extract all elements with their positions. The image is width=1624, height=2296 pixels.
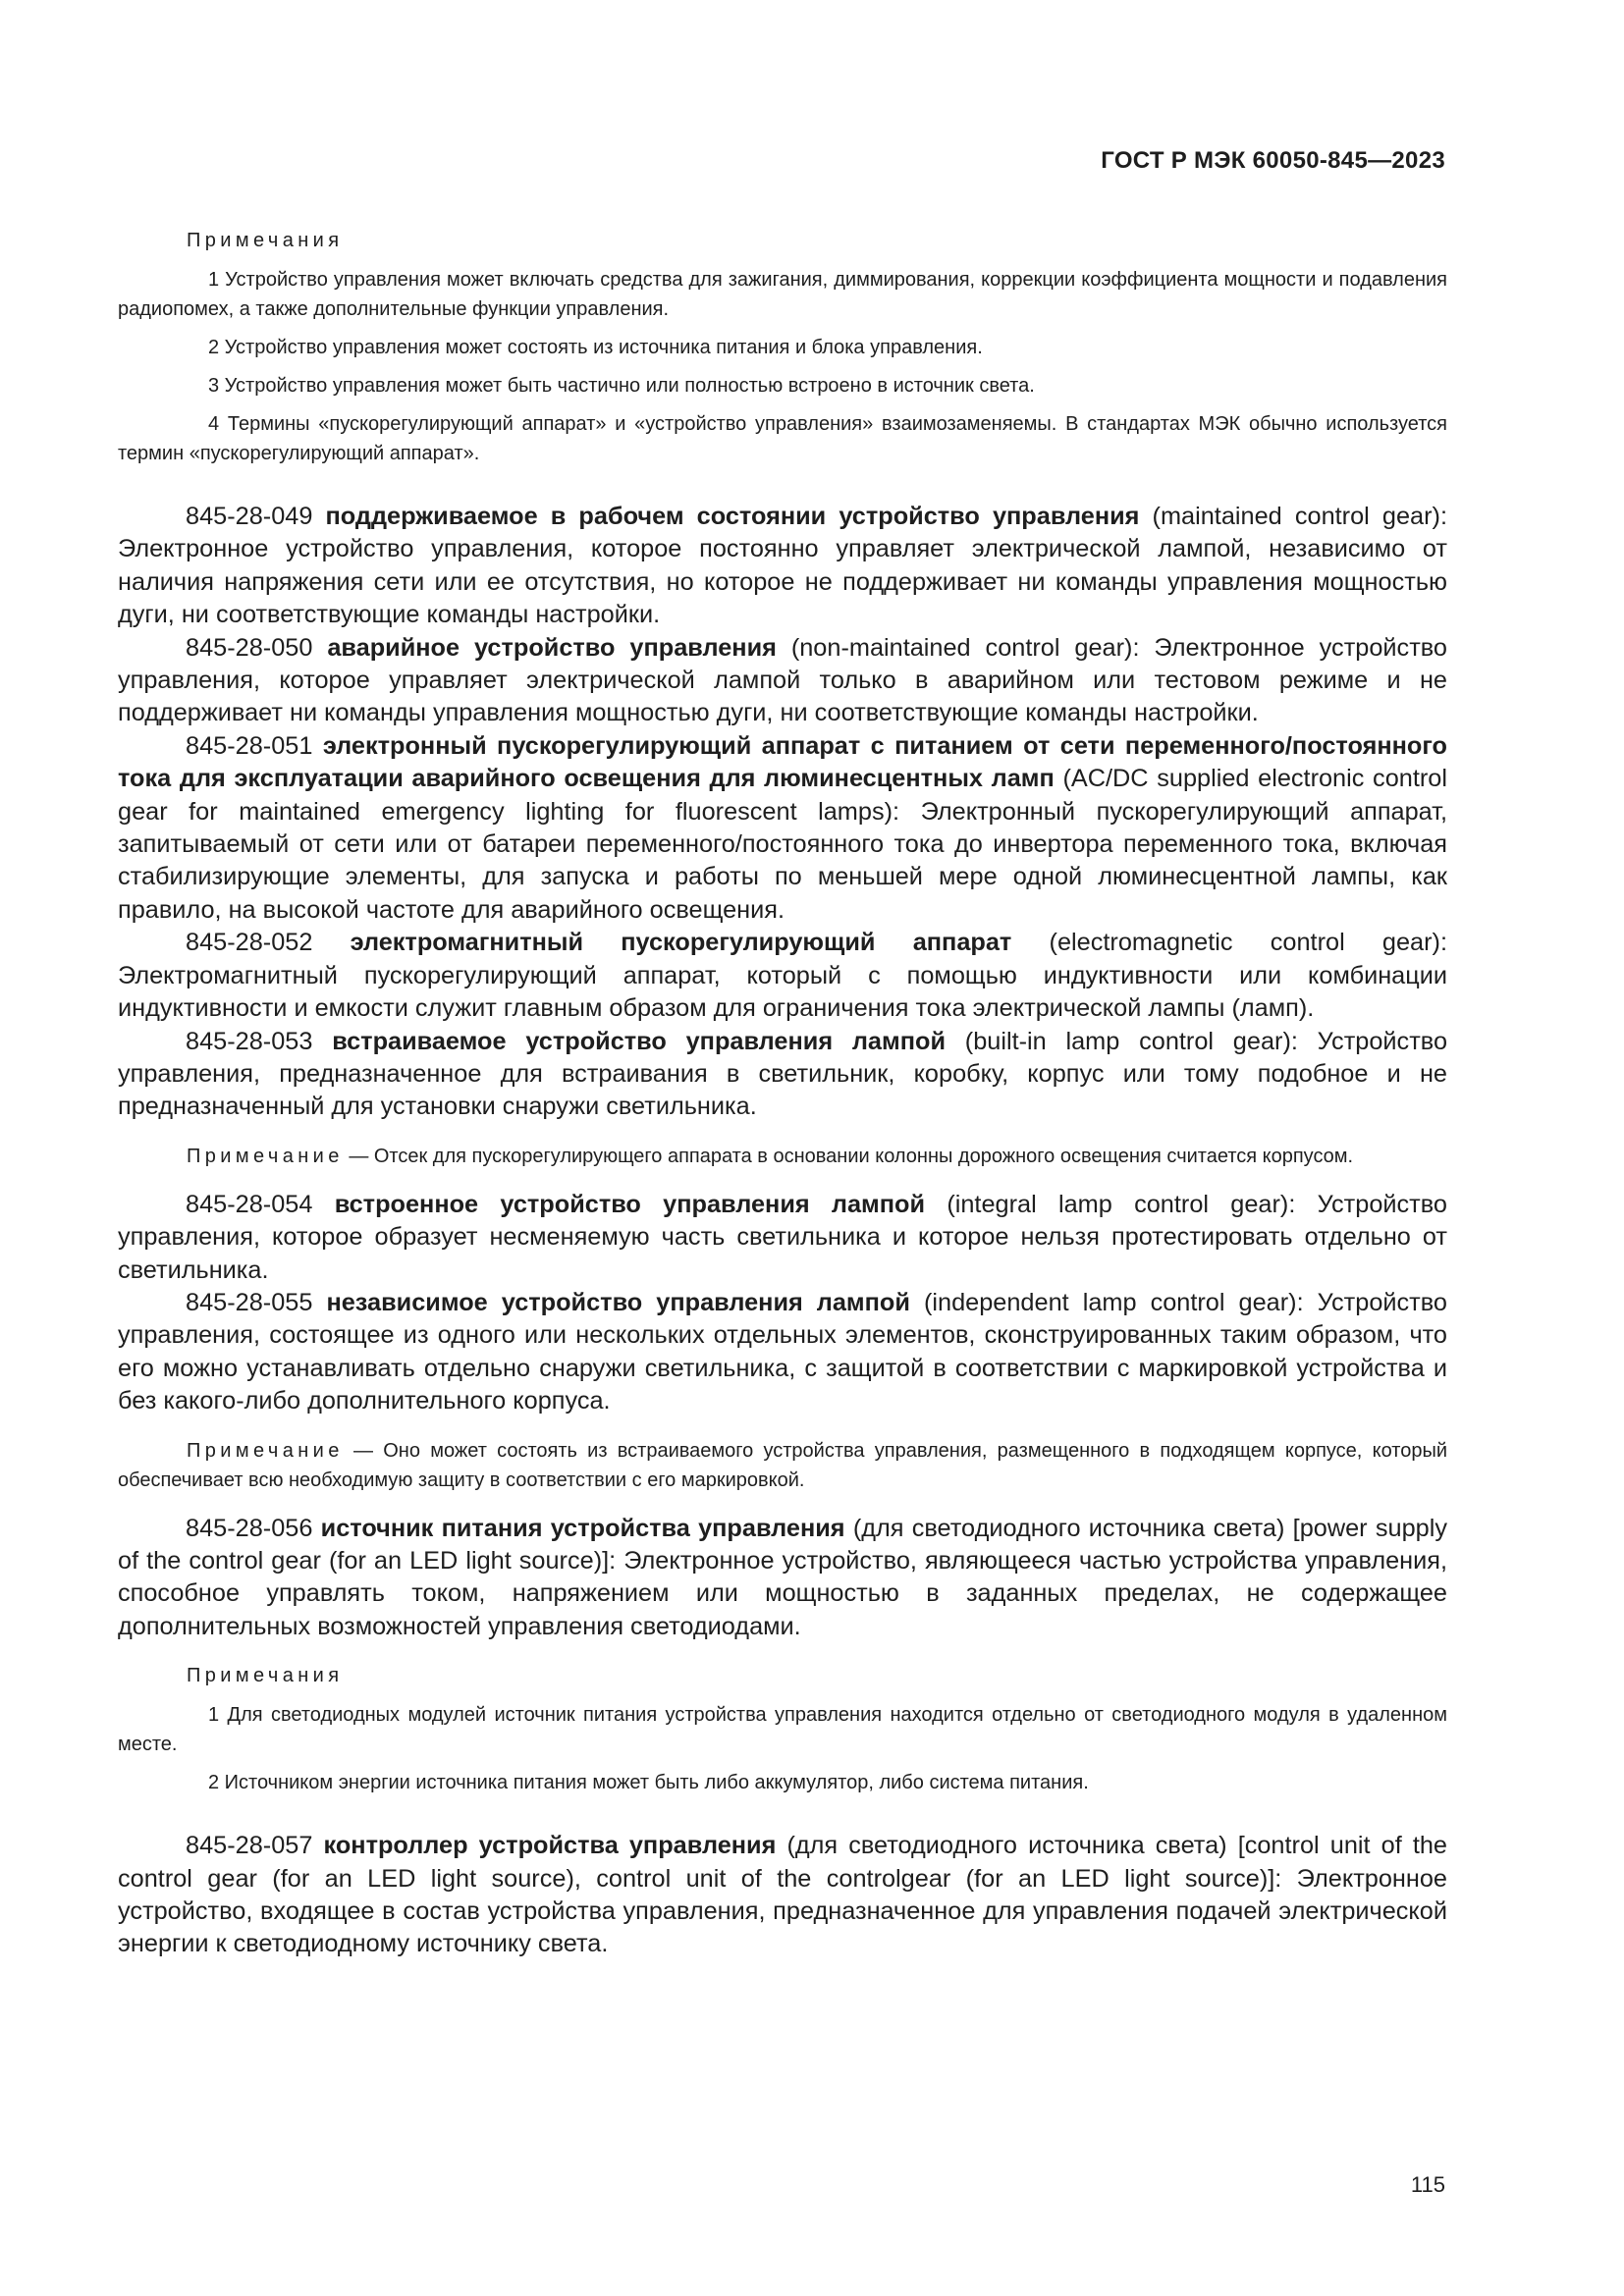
note-text: — Оно может состоять из встраиваемого устройства управления, размещенного в подходящем корпусе, который обеспечивает всю необходимую защиту в соответствии с его маркировкой. — [118, 1439, 1447, 1491]
term-name: электромагнитный пускорегулирующий аппарат — [350, 929, 1012, 957]
term-number: 845-28-056 — [186, 1514, 321, 1542]
term-definition: (для светодиодного источника света) [power supply of the control gear (for an LED light source)]: Электронное устройство, являющееся частью устройства управления, способное управлять током, напряжением или мощностью в заданных пределах, не содержащее дополнительных возможностей управления светодиодами. — [118, 1514, 1447, 1640]
term-name: электронный пускорегулирующий аппарат с питанием от сети переменного/постоянного тока для эксплуатации аварийного освещения для люминесцентных ламп — [118, 731, 1447, 793]
page-content — [118, 226, 1447, 1961]
term-name: независимое устройство управления лампой — [326, 1288, 910, 1316]
standard-header: ГОСТ Р МЭК 60050-845—2023 — [1101, 147, 1445, 174]
term-845-28-057 — [118, 1830, 1447, 1961]
term-name: аварийное устройство управления — [327, 633, 777, 662]
note-item: 1 Для светодиодных модулей источник питания устройства управления находится отдельно от светодиодного модуля в удаленном месте. — [118, 1704, 1447, 1756]
term-name: встраиваемое устройство управления лампой — [332, 1027, 946, 1055]
term-number: 845-28-052 — [186, 929, 351, 957]
term-definition: (built-in lamp control gear): Устройство управления, предназначенное для встраивания в светильник, коробку, корпус или тому подобное и не предназначенный для установки снаружи светильника. — [118, 1027, 1448, 1121]
term-definition: (maintained control gear): Электронное устройство управления, которое постоянно управляет электрической лампой, независимо от наличия напряжения сети или ее отсутствия, но которое не поддерживает ни команды управления мощностью дуги, ни соответствующие команды настройки. — [118, 503, 1447, 629]
term-845-28-054 — [118, 1189, 1447, 1287]
notes-title: Примечания — [187, 230, 344, 251]
note-845-28-053 — [118, 1142, 1447, 1171]
note-item: 4 Термины «пускорегулирующий аппарат» и «устройство управления» взаимозаменяемы. В стандартах МЭК обычно используется термин «пускорегулирующий аппарат». — [118, 413, 1447, 464]
note-item: 1 Устройство управления может включать средства для зажигания, диммирования, коррекции коэффициента мощности и подавления радиопомех, а также дополнительные функции управления. — [118, 269, 1447, 320]
term-definition: (для светодиодного источника света) [control unit of the control gear (for an LED light source), control unit of the controlgear (for an LED light source)]: Электронное устройство, входящее в состав устройства управления, предназначенное для управления подачей электрической энергии к светодиодному источнику света. — [118, 1832, 1447, 1958]
term-845-28-050 — [118, 632, 1447, 730]
note-label: Примечание — [187, 1145, 344, 1167]
term-definition: (AC/DC supplied electronic control gear for maintained emergency lighting for fluorescent lamps): Электронный пускорегулирующий аппарат, запитываемый от сети или от батареи переменного/постоянного тока до инвертора переменного тока, включая стабилизирующие элементы, для запуска и работы по меньшей мере одной люминесцентной лампы, как правило, на высокой частоте для аварийного освещения. — [118, 765, 1447, 924]
term-definition: (integral lamp control gear): Устройство управления, которое образует несменяемую часть светильника и которое нельзя протестировать отдельно от светильника. — [118, 1190, 1447, 1284]
term-845-28-049 — [118, 501, 1447, 632]
term-845-28-056 — [118, 1513, 1447, 1644]
term-845-28-055 — [118, 1287, 1447, 1418]
term-845-28-052 — [118, 927, 1447, 1025]
term-845-28-051 — [118, 730, 1447, 927]
term-number: 845-28-057 — [186, 1832, 324, 1860]
term-number: 845-28-053 — [186, 1027, 333, 1055]
term-name: поддерживаемое в рабочем состоянии устройство управления — [325, 503, 1140, 530]
note-label: Примечание — [187, 1439, 344, 1462]
term-name: встроенное устройство управления лампой — [334, 1190, 926, 1218]
note-item: 3 Устройство управления может быть частично или полностью встроено в источник света. — [208, 375, 1035, 397]
notes-title: Примечания — [187, 1665, 344, 1687]
term-definition: (non-maintained control gear): Электронное устройство управления, которое управляет электрической лампой только в аварийном или тестовом режиме и не поддерживает ни команды управления мощностью дуги, ни соответствующие команды настройки. — [118, 633, 1448, 727]
note-item: 2 Источником энергии источника питания может быть либо аккумулятор, либо система питания. — [208, 1772, 1089, 1794]
term-definition: (independent lamp control gear): Устройство управления, состоящее из одного или нескольких отдельных элементов, сконструированных таким образом, что его можно устанавливать отдельно снаружи светильника, с защитой в соответствии с маркировкой устройства и без какого-либо дополнительного корпуса. — [118, 1288, 1447, 1415]
term-definition: (electromagnetic control gear): Электромагнитный пускорегулирующий аппарат, который с помощью индуктивности или комбинации индуктивности и емкости служит главным образом для ограничения тока электрической лампы (ламп). — [118, 929, 1447, 1023]
term-number: 845-28-049 — [186, 503, 326, 530]
term-number: 845-28-051 — [186, 731, 323, 760]
note-845-28-055 — [118, 1436, 1447, 1495]
term-name: контроллер устройства управления — [323, 1832, 777, 1860]
term-number: 845-28-055 — [186, 1288, 327, 1316]
note-item: 2 Устройство управления может состоять из источника питания и блока управления. — [208, 337, 983, 358]
term-number: 845-28-050 — [186, 633, 328, 662]
term-845-28-053 — [118, 1026, 1447, 1124]
note-text: — Отсек для пускорегулирующего аппарата в основании колонны дорожного освещения считается корпусом. — [343, 1145, 1354, 1167]
term-name: источник питания устройства управления — [320, 1514, 845, 1542]
term-number: 845-28-054 — [186, 1190, 335, 1218]
page-number: 115 — [1410, 2172, 1445, 2197]
